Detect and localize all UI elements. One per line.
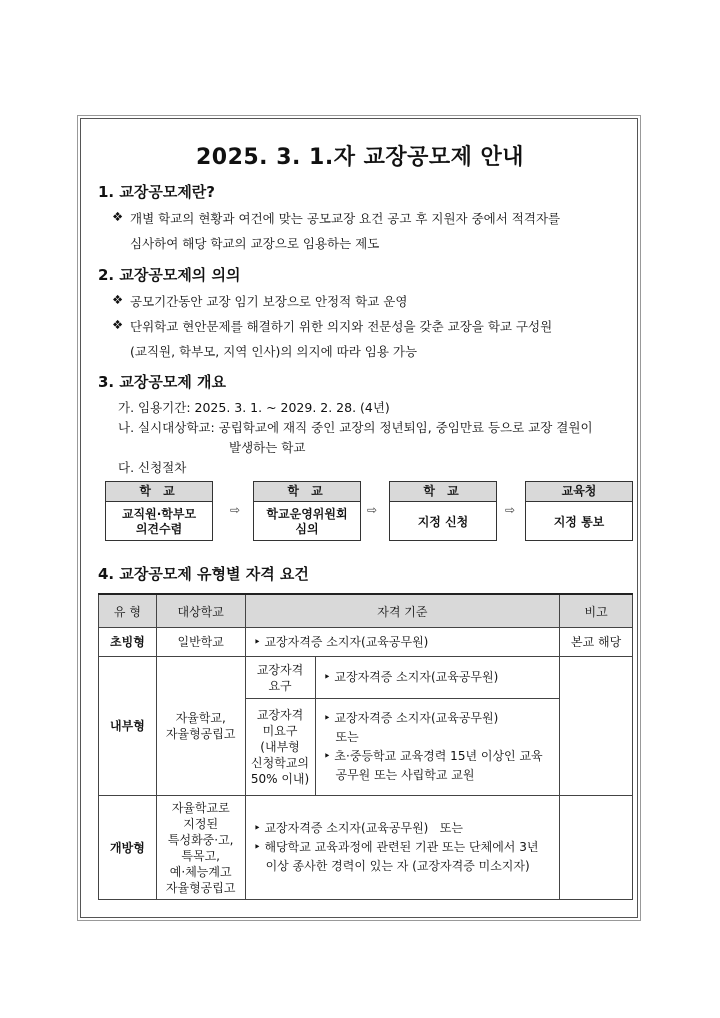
bullet-icon: ❖ bbox=[112, 292, 124, 307]
table-row bbox=[99, 657, 633, 699]
table-row bbox=[99, 796, 633, 900]
marker-icon: ‣ bbox=[323, 670, 331, 684]
s1-item-line1: 개별 학교의 현황과 여건에 맞는 공모교장 요건 공고 후 지원자 중에서 적격자를 bbox=[130, 211, 561, 226]
bullet-icon: ❖ bbox=[112, 317, 124, 332]
marker-icon: ‣ bbox=[323, 711, 331, 725]
sub-label-required: 교장자격 요구 bbox=[245, 657, 315, 699]
s2-item1: 공모기간동안 교장 임기 보장으로 안정적 학교 운영 bbox=[130, 294, 408, 309]
qualification-table bbox=[98, 593, 633, 900]
sub-label-not-required: 교장자격 미요구 (내부형 신청학교의 50% 이내) bbox=[245, 699, 315, 796]
s2-item2-line2: (교직원, 학부모, 지역 인사)의 의지에 따라 임용 가능 bbox=[130, 344, 418, 359]
marker-icon: ‣ bbox=[323, 749, 331, 763]
s3-procedure: 다. 신청절차 bbox=[118, 460, 187, 475]
flow-step-3 bbox=[389, 481, 497, 541]
section-2-heading: 2. 교장공모제의 의의 bbox=[98, 266, 241, 284]
arrow-right-icon: ⇨ bbox=[367, 503, 378, 517]
marker-icon: ‣ bbox=[253, 634, 261, 649]
note-internal bbox=[560, 657, 633, 796]
header-criteria: 자격 기준 bbox=[245, 594, 560, 628]
flow-step-2-body-line2: 심의 bbox=[295, 522, 319, 536]
criteria-open: ‣ 교장자격증 소지자(교육공무원) 또는 ‣ 해당학교 교육과정에 관련된 기관 또는 단체에서 3년 이상 종사한 경력이 있는 자 (교장자격증 미소지자) bbox=[245, 796, 560, 900]
type-open: 개방형 bbox=[99, 796, 157, 900]
note-invite: 본교 해당 bbox=[560, 628, 633, 657]
flow-step-2-body-line1: 학교운영위원회 bbox=[266, 507, 348, 521]
marker-icon: ‣ bbox=[253, 821, 261, 835]
section-1-heading: 1. 교장공모제란? bbox=[98, 183, 215, 201]
s3-period: 가. 임용기간: 2025. 3. 1. ~ 2029. 2. 28. (4년) bbox=[118, 400, 390, 415]
flow-step-4-body: 지정 통보 bbox=[553, 514, 605, 529]
header-target: 대상학교 bbox=[156, 594, 245, 628]
type-invite: 초빙형 bbox=[99, 628, 157, 657]
section-3-heading: 3. 교장공모제 개요 bbox=[98, 373, 227, 391]
flow-step-1-body-line1: 교직원·학부모 bbox=[121, 507, 197, 521]
target-internal: 자율학교, 자율형공립고 bbox=[156, 657, 245, 796]
flow-step-3-head: 학 교 bbox=[390, 482, 496, 502]
section-4-heading: 4. 교장공모제 유형별 자격 요건 bbox=[98, 565, 309, 583]
target-invite: 일반학교 bbox=[156, 628, 245, 657]
note-open bbox=[560, 796, 633, 900]
table-row bbox=[99, 628, 633, 657]
s3-target-line2: 발생하는 학교 bbox=[229, 440, 306, 455]
target-open: 자율학교로 지정된 특성화중·고, 특목고, 예·체능계고 자율형공립고 bbox=[156, 796, 245, 900]
flow-step-4-head: 교육청 bbox=[526, 482, 632, 502]
arrow-right-icon: ⇨ bbox=[230, 503, 241, 517]
criteria-internal-required: ‣ 교장자격증 소지자(교육공무원) bbox=[315, 657, 560, 699]
s3-target-line1: 나. 실시대상학교: 공립학교에 재직 중인 교장의 정년퇴임, 중임만료 등으로 교장 결원이 bbox=[118, 420, 593, 435]
flow-step-3-body: 지정 신청 bbox=[417, 514, 469, 529]
flow-step-1 bbox=[105, 481, 213, 541]
s1-item-line2: 심사하여 해당 학교의 교장으로 임용하는 제도 bbox=[130, 236, 380, 251]
type-internal: 내부형 bbox=[99, 657, 157, 796]
criteria-internal-not-required: ‣ 교장자격증 소지자(교육공무원) 또는 ‣ 초·중등학교 교육경력 15년 이상인 교육 공무원 또는 사립학교 교원 bbox=[315, 699, 560, 796]
flow-step-1-head: 학 교 bbox=[106, 482, 212, 502]
header-type: 유 형 bbox=[99, 594, 157, 628]
criteria-invite: ‣ 교장자격증 소지자(교육공무원) bbox=[245, 628, 560, 657]
flow-step-1-body-line2: 의견수렴 bbox=[135, 522, 183, 536]
marker-icon: ‣ bbox=[253, 840, 261, 854]
header-note: 비고 bbox=[560, 594, 633, 628]
arrow-right-icon: ⇨ bbox=[505, 503, 516, 517]
flow-step-2 bbox=[253, 481, 361, 541]
s2-item2-line1: 단위학교 현안문제를 해결하기 위한 의지와 전문성을 갖춘 교장을 학교 구성원 bbox=[130, 319, 553, 334]
bullet-icon: ❖ bbox=[112, 209, 124, 224]
document-title: 2025. 3. 1.자 교장공모제 안내 bbox=[195, 145, 525, 170]
flow-step-2-head: 학 교 bbox=[254, 482, 360, 502]
flow-step-4 bbox=[525, 481, 633, 541]
